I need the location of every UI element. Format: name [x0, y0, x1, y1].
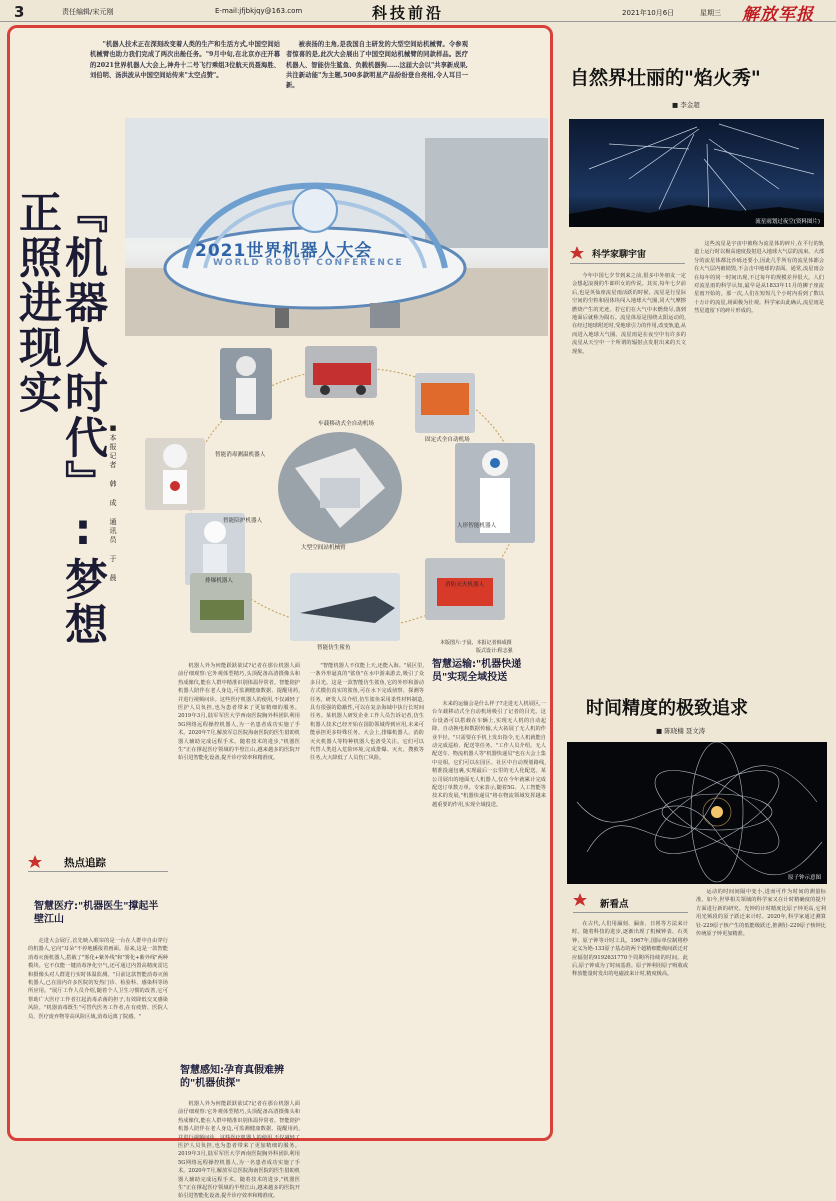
page-header: [0, 0, 836, 25]
label-disinfect-robot: 智能消毒测温机器人: [215, 452, 266, 458]
editor-credit: 责任编辑/宋元刚: [62, 8, 114, 16]
sky-author: ■ 李金超: [672, 101, 700, 109]
meteor-photo: [569, 119, 824, 227]
column-2b: 机器人外为何能跃跃欲试?记者在那台机器人面前仔细观察:它外观体型精巧,头顶配备高清摄像头和热成像仪,能在人群中精准识别体温异常者。智能陪护机器人陪伴在老人身边,可监测健康数据、提醒用药,并进行视频问诊。这些医疗机器人的使用,不仅减轻了医护人员负担,也为患者带来了更加精细的服务。2019年3月,陆军军医大学西南医院胸外科团队利用5G网络远程操控机器人,为一名患者成功实施了手术。2020年7月,解放军总医院海南医院的医生借助机器人辅助完成远程手术。随着技术的进步,"机器医生"正在撑起医疗领域的半壁江山,越来越多的医院开始引进智能化设备,提升诊疗效率和精准度。: [178, 1101, 300, 1200]
column-3: "智能机器人不仅能上天,还能入海。"展区里,一条外形逼真的"鲨鱼"在水中游来游去,吸引了众多目光。这是一款智能仿生鲨鱼,它的外形和游动方式模仿真实的鲨鱼,可在水下完成侦察、探测等任务。研发人员介绍,仿生鲨鱼采用柔性材料制造,具有很强的隐蔽性,可以在复杂海域中执行长时间任务。某机器人研发企业工作人员告诉记者,仿生机器人技术已经开始在国防领域得到应用,未来可能承担更多特殊任务。大会上,排爆机器人、消防灭火机器人等特种机器人也备受关注。它们可以代替人类进入危险环境,完成排爆、灭火、搜救等任务,大大降低了人员伤亡风险。: [310, 663, 424, 762]
sky-column-1: 今年中国七夕节到来之前,很多中外朋友一定会想起浪漫的牛郎织女的传说。其实,每年七夕前后,也是英仙座流星雨活跃的时候。流星是行星际空间的尘粒和固体块闯入地球大气圈,同大气摩擦燃烧产生的光迹。若它们在大气中未燃烧尽,落到地面后就称为陨石。流星体原是围绕太阳运动的,在经过地球附近时,受地球引力的作用,改变轨道,从而进入地球大气圈。流星雨是在夜空中有许多的流星从天空中一个所谓的辐射点发射出来的天文现象。: [572, 273, 686, 355]
email: E-mail:jfjbkjqy@163.com: [215, 7, 303, 15]
meteor-illustration: [569, 119, 824, 227]
sky-title: 自然界壮丽的"焰火秀": [570, 67, 761, 89]
label-humanoid-robot: 人形智能机器人: [457, 523, 497, 529]
sci-label: 科学家聊宇宙: [592, 250, 647, 260]
hot-topic-rule: [28, 871, 168, 872]
section-title: 科技前沿: [372, 4, 445, 22]
new-rule: [573, 912, 688, 913]
headline: 『机器人时代』:梦想正照进现实: [12, 190, 108, 647]
label-firefighting-robot: 消防灭火机器人: [445, 582, 485, 588]
sub-smart-medical: 智慧医疗:"机器医生"撑起半壁江山: [34, 901, 159, 925]
time-author: ■ 陈晓楠 聂文涛: [656, 727, 706, 735]
label-bionic-shark: 智能仿生鲨鱼: [317, 645, 351, 651]
issue-weekday: 星期三: [700, 9, 721, 17]
label-care-robot: 智能陪护机器人: [223, 518, 263, 524]
star-icon-3: [573, 893, 593, 907]
page-number: 3: [14, 3, 25, 21]
banner-illustration: [125, 118, 548, 336]
clock-illustration: [567, 742, 827, 884]
sky-column-2: 这些流星是宇宙中被称为流星体的碎片,在平行的轨道上运行时以极高速度投射进入地球大气层的流束。大部分的流星体都比沙砾还要小,因此几乎所有的流星体都会在大气层内被销毁,不会击中地球的表面。通常,流星雨会在每年的同一时间出现,不过每年的规模差异很大。人们对流星雨的科学认知,最早是从1833年11月的狮子座流星雨开始的。那一次,人们在短短几个小时内看到了数以十万计的流星,场面极为壮观。科学家由此确认,流星雨是彗星遗留下的碎片形成的。: [694, 241, 824, 315]
hot-topic-label: 热点追踪: [64, 857, 106, 869]
label-vehicle-airport: 车载移动式全自动机场: [318, 421, 374, 427]
sci-rule: [570, 263, 685, 264]
column-4: 未来的运输会是什么样子?走进无人机展区,一台车载移动式全自动机场吸引了记者的目光。这台设备可以搭载在车辆上,实现无人机的自动起降、自动换电和数据传输,大大拓展了无人机的作业半径。"只需要在手机上发出指令,无人机就能自动完成巡检、配送等任务。"工作人员介绍。无人配送车、物流机器人等"机器快递员"也在大会上集中亮相。它们可以在园区、社区中自动规划路线,精准投递包裹,实现最后一公里的无人化配送。某公司展出的地面无人机器人,仅在今年就累计完成配送订单数万单。专家表示,随着5G、人工智能等技术的发展,"机器快递员"将在物流领域发挥越来越重要的作用,实现全域投送。: [432, 701, 546, 808]
label-eod-robot: 排爆机器人: [205, 578, 233, 584]
conference-banner-photo: [125, 118, 548, 336]
star-icon: [28, 855, 48, 869]
banner-subtitle: WORLD ROBOT CONFERENCE: [213, 258, 404, 268]
collage-photos: [125, 338, 548, 656]
star-icon-2: [570, 246, 590, 260]
intro-block-b: 被表扬的主角,是我国自主研发的大型空间站机械臂。令参观者惊喜的是,此次大会展出了中国空间站机械臂的同款样品。医疗机器人、智能仿生鲨鱼、负载机器狗……这届大会以"共享新成果,共注新动能"为主题,500多款明星产品纷纷登台亮相,令人耳目一新。: [286, 41, 468, 90]
sub-smart-transport: 智慧运输:"机器快递员"实现全域投送: [432, 659, 522, 683]
banner-title: 2021世界机器人大会: [195, 241, 373, 261]
masthead-logo: 解放军报: [742, 5, 814, 25]
label-space-arm: 大型空间站机械臂: [301, 545, 346, 551]
label-fixed-airport: 固定式全自动机场: [425, 437, 470, 443]
issue-date: 2021年10月6日: [622, 9, 675, 17]
intro-block-a: "机器人技术正在深刻改变着人类的生产和生活方式,中国空间站机械臂也助力我们完成了两次出舱任务。"9月中旬,在北京亦庄开幕的2021世界机器人大会上,神舟十二号飞行乘组3位航天员聂海胜、刘伯明、汤洪波从中国空间站传来"太空点赞"。: [90, 41, 280, 79]
design-credit: 版式设计:程志强: [476, 648, 513, 654]
photo-credit: 本版图片:于晨、本报记者韩成摄: [440, 640, 512, 646]
time-column-2: 运动的时间间隔中变小,进而可作为时间的测量标准。如今,世界相关领域的科学家又在计时精确度的提升方面进行新的研究。光钟的计时精度比原子钟更高,它利用光频段的原子跃迁来计时。2020年,科学家通过测算钍-229原子核产生的低能级跃迁,推测钍-229原子核钟比传统原子钟更加精准。: [696, 889, 826, 938]
byline: ■本报记者 韩 成 通讯员 于 晨: [109, 424, 117, 583]
time-column-1: 在古代,人们用漏刻、漏壶、日晷等方法来计时。随着科技的进步,逐渐出现了机械钟表、石英钟、原子钟等计时工具。1967年,国际单位制将秒定义为铯-133原子基态的两个超精细能级间跃迁对应辐射的9192631770个周期所持续的时间。此后,原子钟成为了时间基准。原子钟利用原子吸收或释放能量时发出的电磁波来计时,精度极高。: [572, 921, 688, 978]
meteor-photo-caption: 流星雨划过夜空(资料图片): [755, 219, 820, 225]
new-label: 新看点: [600, 899, 629, 910]
clock-photo-caption: 原子钟示意图: [787, 875, 821, 881]
clock-photo: [567, 742, 827, 884]
time-title: 时间精度的极致追求: [586, 698, 748, 719]
column-1: 走进大会展厅,首先映入眼帘的是一台在人群中自由穿行的机器人,它向"耳朵"不停地播报着画面。原来,这是一款智能消毒灭菌机器人,搭载了"雾化+紫外线"和"雾化+紫外线"两种模块。它不仅能一键消毒净化空气,还可通过内置高精度雷达和摄像头对人群进行实时体温监测。"目前这款智能消毒灭菌机器人,已在国内许多医院的发热门诊、检验科、感染科等场所应用。"展厅工作人员介绍,随着个人卫生习惯的改善,它可帮助广大医疗工作者扛起消毒杀菌的担子,有效降低交叉感染风险。"机器消毒既生"可替代医务工作者,在有疫情、医院人员、医疗废弃物等高风险区域,消毒远离了院感。": [28, 938, 168, 1020]
sub-smart-sensing: 智慧感知:孕育真假难辨的"机器侦探": [180, 1065, 284, 1089]
robot-collage: [125, 338, 548, 656]
column-2: 机器人外为何能跃跃欲试?记者在那台机器人面前仔细观察:它外观体型精巧,头顶配备高清摄像头和热成像仪,能在人群中精准识别体温异常者。智能陪护机器人陪伴在老人身边,可监测健康数据、提醒用药,并进行视频问诊。这些医疗机器人的使用,不仅减轻了医护人员负担,也为患者带来了更加精细的服务。2019年3月,陆军军医大学西南医院胸外科团队利用5G网络远程操控机器人,为一名患者成功实施了手术。2020年7月,解放军总医院海南医院的医生借助机器人辅助完成远程手术。随着技术的进步,"机器医生"正在撑起医疗领域的半壁江山,越来越多的医院开始引进智能化设备,提升诊疗效率和精准度。: [178, 663, 300, 762]
